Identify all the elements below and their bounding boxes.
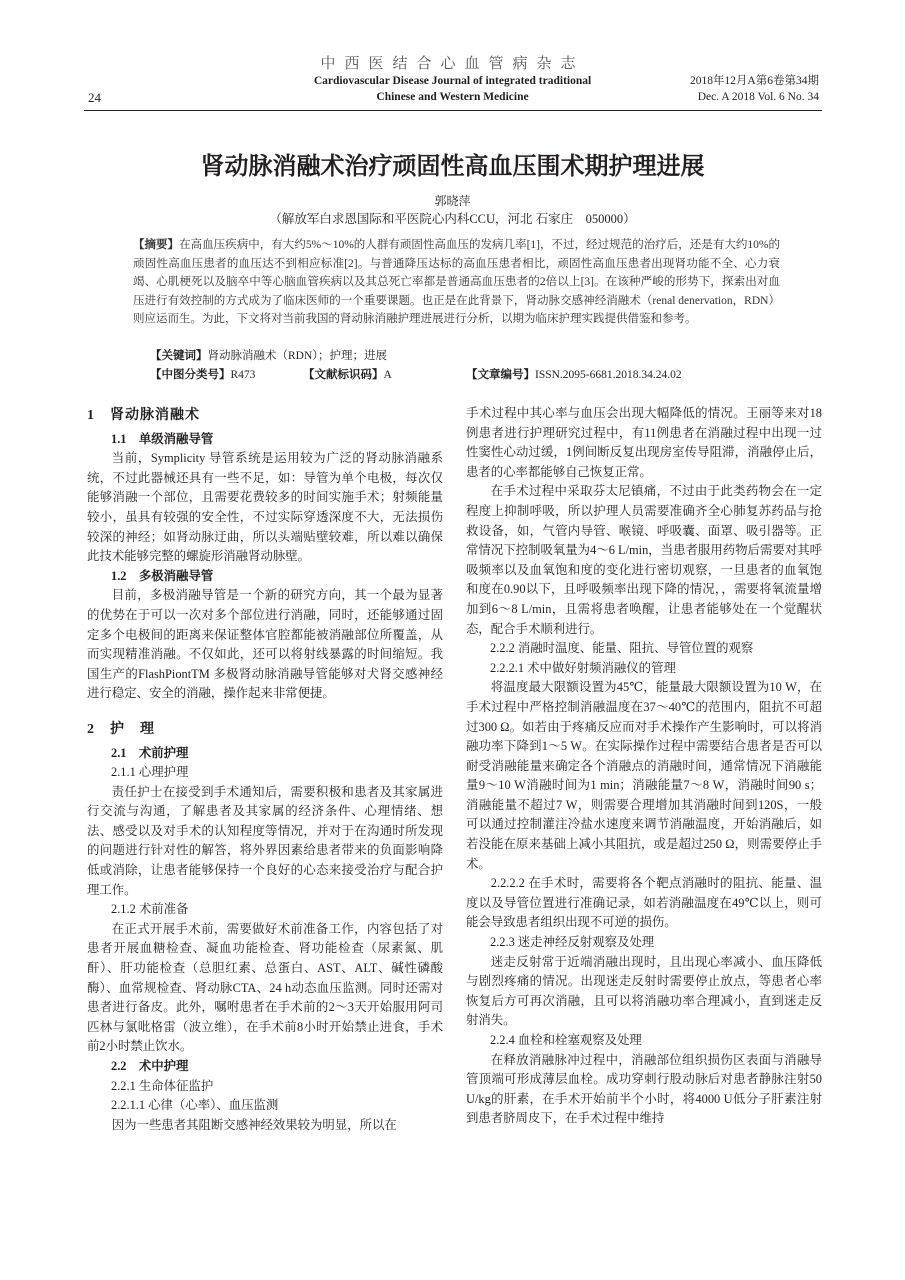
section-1-heading: 1 肾动脉消融术: [87, 408, 200, 423]
issue-info-en: Dec. A 2018 Vol. 6 No. 34: [697, 91, 819, 103]
section-1-1-heading: 1.1 单级消融导管: [111, 431, 214, 446]
clc-code: [150, 366, 255, 382]
document-code: [303, 366, 392, 382]
temperature-paragraph: 将温度最大限额设置为45℃，能量最大限额设置为10 W，在手术过程中严格控制消融温度在37～40℃的范围内，阻抗不可超过300 Ω。如若由于疼痛反应而对手术操作产生影响时，可以将消融功率下降到1～5 W。在实际操作过程中需要结合患者是否可以耐受消融能量来确定各个消融点的消融时间，通常情况下消融能量9～10 W消融时间为1 min；消融能量7～8 W，消融时间90 s；消融能量不超过7 W，则需要合理增加其消融时间到120S，一般可以通过控制灌注冷盐水速度来调节消融温度，开始消融后，如若没能在原来基础上减小其阻抗，或是超过250 Ω，则需要停止手术。: [466, 680, 822, 871]
section-2-1-2-heading: 2.1.2 术前准备: [111, 902, 189, 917]
section-1-1-paragraph: 当前，Symplicity 导管系统是运用较为广泛的肾动脉消融系统，不过此器械还具有一些不足，如：导管为单个电极，每次仅能够消融一个部位，且需要花费较多的时间实施手术；射频能量较小，虽具有较强的安全性，不过实际穿透深度不大，无法损伤较深的神经；如肾动脉迂曲，所以头端贴壁较难，所以难以确保此技术能够完整的螺旋形消融肾动脉壁。: [87, 451, 443, 564]
keywords-text: 肾动脉消融术（RDN）；护理；进展: [207, 350, 388, 362]
section-2-2-3-heading: 2.2.3 迷走神经反射观察及处理: [490, 935, 655, 950]
page-number: 24: [88, 90, 101, 105]
thrombus-paragraph: 在释放消融脉冲过程中，消融部位组织损伤区表面与消融导管顶端可形成薄层血栓。成功穿刺行股动脉后对患者静脉注射50 U/kg的肝素，在手术开始前半个小时，将4000 U低分子肝素注射到患者脐周皮下，在手术过程中维持: [466, 1052, 822, 1126]
journal-title-en-line2: Chinese and Western Medicine: [376, 91, 529, 103]
journal-title-en: [140, 73, 765, 105]
left-column: [87, 404, 443, 1135]
doc-label: 【文献标识码】: [303, 369, 384, 381]
section-2-heading: 2 护 理: [87, 721, 155, 737]
issue-info-cn: 2018年12月A第6卷第34期: [689, 75, 819, 87]
article-number-value: ISSN.2095-6681.2018.34.24.02: [535, 369, 682, 381]
section-2-2-2-2-paragraph: 2.2.2.2 在手术时，需要将各个靶点消融时的阻抗、能量、温度以及导管位置进行准确记录，如若消融温度在49℃以上，则可能会导致患者组织出现不可逆的损伤。: [466, 876, 822, 930]
doc-value: A: [383, 369, 392, 381]
journal-title-cn: 中西医结合心血管病杂志: [320, 56, 585, 72]
clc-label: 【中图分类号】: [150, 369, 231, 381]
keywords-label: 【关键词】: [150, 350, 208, 362]
right-column: [466, 404, 822, 1129]
abstract-text: 在高血压疾病中，有大约5%～10%的人群有顽固性高血压的发病几率[1]，不过，经过规范的治疗后，还是有大约10%的顽固性高血压患者的血压达不到相应标准[2]。与普通降压达标的高血压患者相比，顽固性高血压患者出现肾功能不全、心力衰竭、心肌梗死以及脑卒中等心脑血管疾病以及其总死亡率都是普通高血压患者的2倍以上[3]。在该种严峻的形势下，探索出对血压进行有效控制的方式成为了临床医师的一个重要课题。也正是在此背景下，肾动脉交感神经消融术（renal denervation，RDN）则应运而生。为此，下文将对当前我国的肾动脉消融护理进展进行分析，以期为临床护理实践提供借鉴和参考。: [133, 239, 780, 326]
abstract-label: 【摘要】: [133, 239, 180, 251]
article-number: [466, 366, 682, 382]
section-gap: [87, 704, 443, 718]
article-number-label: 【文章编号】: [466, 369, 535, 381]
section-2-2-2-1-heading: 2.2.2.1 术中做好射频消融仪的管理: [490, 660, 676, 675]
section-2-2-2-heading: 2.2.2 消融时温度、能量、阻抗、导管位置的观察: [490, 641, 754, 656]
section-1-2-heading: 1.2 多极消融导管: [111, 568, 214, 583]
journal-title-en-line1: Cardiovascular Disease Journal of integrated traditional: [313, 75, 592, 87]
section-2-1-1-heading: 2.1.1 心理护理: [111, 765, 189, 780]
section-2-2-4-heading: 2.2.4 血栓和栓塞观察及处理: [490, 1033, 642, 1047]
article-affiliation: （解放军白求恩国际和平医院心内科CCU，河北 石家庄 050000）: [269, 212, 636, 226]
clc-value: R473: [230, 369, 256, 381]
section-2-2-heading: 2.2 术中护理: [111, 1059, 189, 1073]
keywords: [150, 347, 387, 363]
section-2-1-1-paragraph: 责任护士在接受到手术通知后，需要积极和患者及其家属进行交流与沟通，了解患者及其家属的经济条件、心理情绪、想法、感受以及对手术的认知程度等情况，并对于在沟通时所发现的问题进行针对性的解答，将外界因素给患者带来的负面影响降低或消除，让患者能够保持一个良好的心态来接受治疗与配合护理工作。: [87, 784, 443, 897]
section-2-1-heading: 2.1 术前护理: [111, 745, 189, 760]
section-2-2-1-1-paragraph: 因为一些患者其阻断交感神经效果较为明显，所以在: [111, 1117, 397, 1132]
section-2-2-1-heading: 2.2.1 生命体征监护: [111, 1078, 214, 1093]
issue-info: [690, 73, 819, 105]
abstract: [133, 236, 780, 329]
vagal-reflex-paragraph: 迷走反射常于近端消融出现时，且出现心率减小、血压降低与剧烈疼痛的情况。出现迷走反射时需要停止放点，等患者心率恢复后方可再次消融，且可以将消融功率合理减小，直到迷走反射消失。: [466, 954, 822, 1028]
continued-paragraph: 手术过程中其心率与血压会出现大幅降低的情况。王丽等来对18例患者进行护理研究过程中，有11例患者在消融过程中出现一过性窦性心动过缓，1例间断反复出现房室传导阻滞，消融停止后，患者的心率都能够自己恢复正常。: [466, 406, 822, 479]
section-2-2-1-1-heading: 2.2.1.1 心律（心率）、血压监测: [111, 1098, 279, 1113]
header-rule: [84, 110, 822, 111]
article-title: 肾动脉消融术治疗顽固性高血压围术期护理进展: [200, 154, 705, 180]
article-author: 郭晓萍: [434, 194, 471, 208]
section-2-1-2-paragraph: 在正式开展手术前，需要做好术前准备工作，内容包括了对患者开展血糖检查、凝血功能检查、肾功能检查（尿素氮、肌酐）、肝功能检查（总胆红素、总蛋白、AST、ALT、碱性磷酸酶）、血常规检查、肾动脉CTA、24 h动态血压监测。同时还需对患者进行备皮。此外，嘱咐患者在手术前的2～3天开始服用阿司匹林与氯吡格雷（波立维），在手术前8小时开始禁止进食，手术前2小时禁止饮水。: [87, 921, 443, 1054]
section-1-2-paragraph: 目前，多极消融导管是一个新的研究方向，其一个最为显著的优势在于可以一次对多个部位进行消融，同时，还能够通过固定多个电极间的距离来保证整体官腔都能被消融部位所覆盖，从而实现精准消融。不仅如此，还可以将射线暴露的时间缩短。我国生产的FlashPiontTM 多极肾动脉消融导管能够对犬肾交感神经进行稳定、安全的消融，操作起来非常便捷。: [87, 588, 443, 701]
fentanyl-paragraph: 在手术过程中采取芬太尼镇痛，不过由于此类药物会在一定程度上抑制呼吸，所以护理人员需要准确齐全心肺复苏药品与抢救设备，如，气管内导管、喉镜、呼吸囊、面罩、吸引器等。正常情况下控制吸氧量为4～6 L/min，当患者服用药物后需要对其呼吸频率以及血氧饱和度的变化进行密切观察，一旦患者的血氧饱和度在0.90以下，且呼吸频率出现下降的情况，，需要将氧流量增加到6～8 L/min，且需将患者唤醒，让患者能够处在一个觉醒状态，配合手术顺利进行。: [466, 484, 822, 636]
